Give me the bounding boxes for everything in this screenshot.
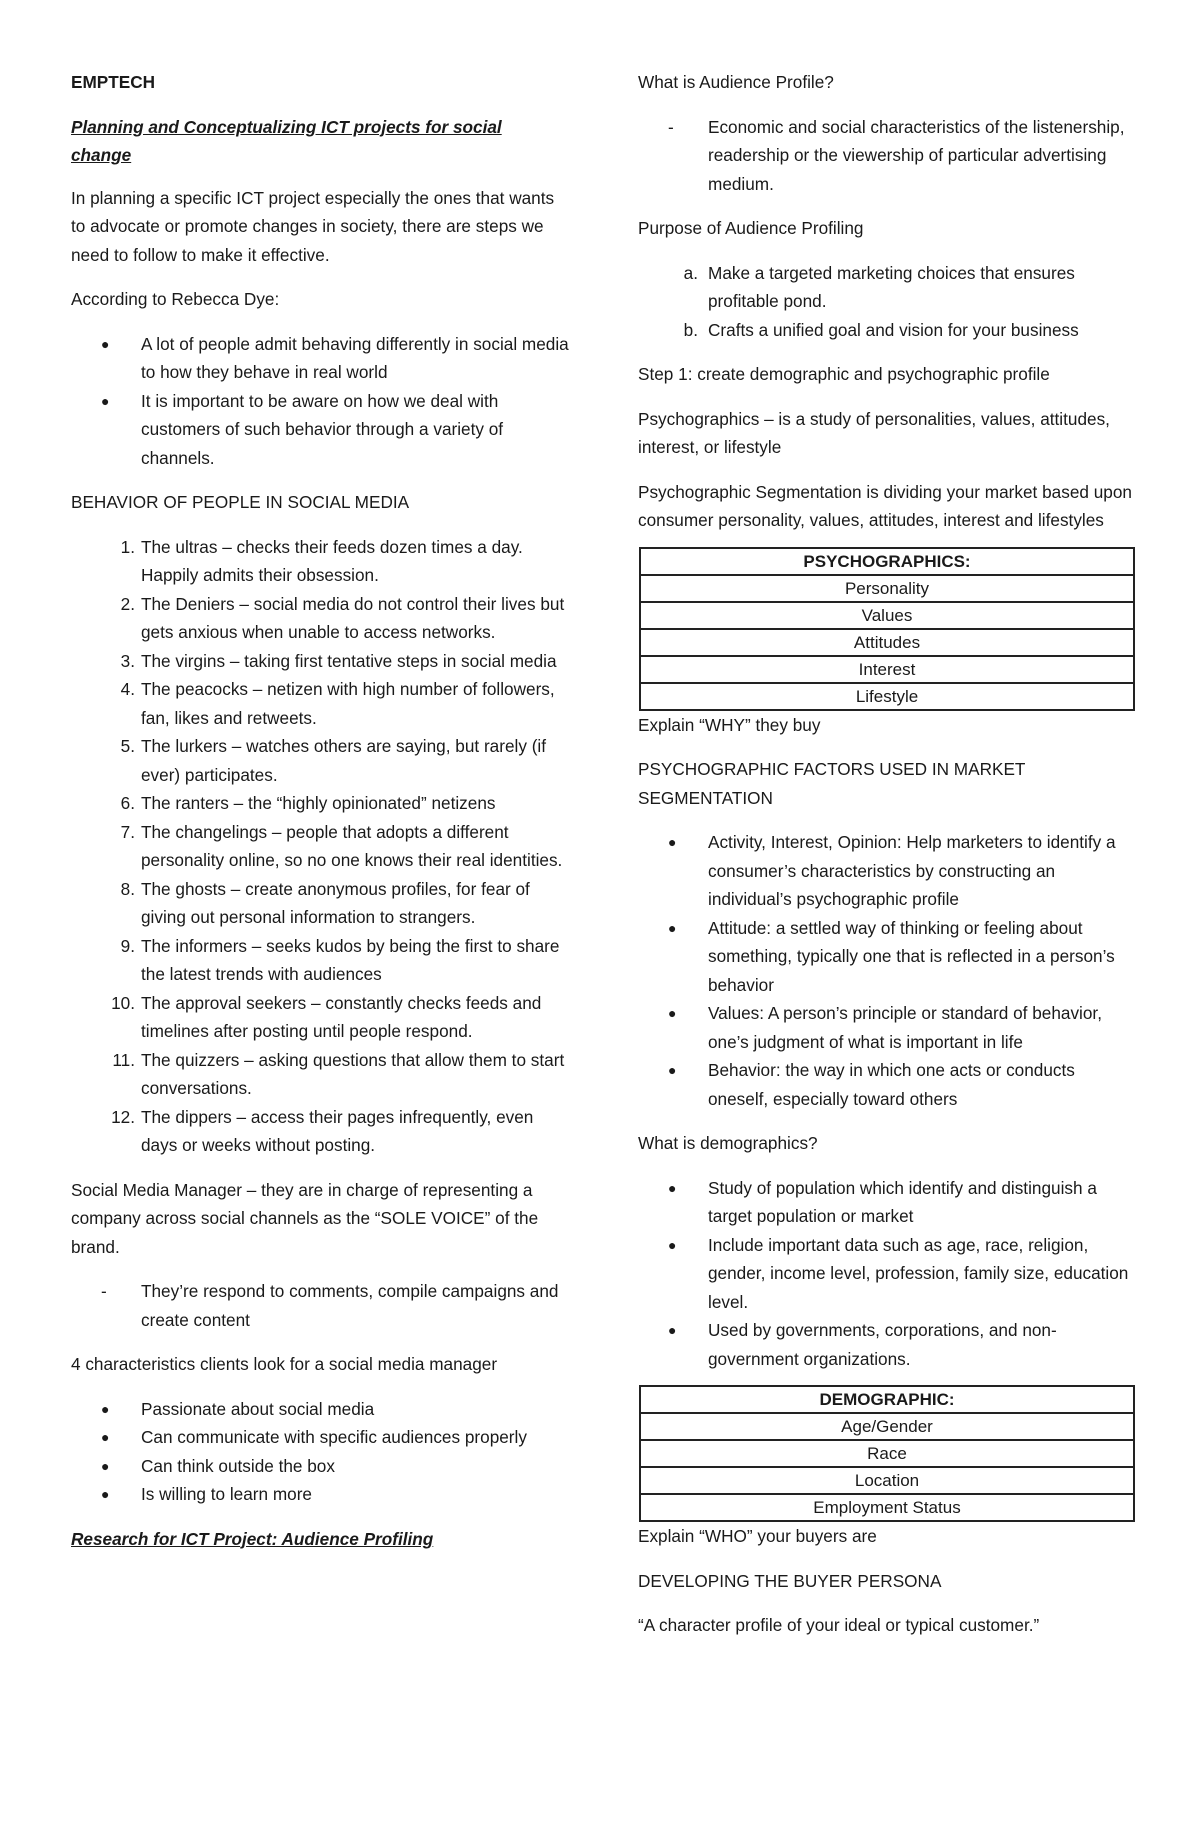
list-item-text: The lurkers – watches others are saying, but rarely (if ever) participates. xyxy=(141,736,547,785)
factors-heading: PSYCHOGRAPHIC FACTORS USED IN MARKET SEGMENTATION xyxy=(638,759,1026,808)
list-item xyxy=(71,1395,571,1424)
list-item xyxy=(71,1277,571,1334)
list-item xyxy=(71,875,571,932)
table-row xyxy=(640,1467,1134,1494)
list-item-text: Include important data such as age, race, religion, gender, income level, profession, family size, education level. xyxy=(708,1234,1129,1312)
four-characteristics-label: 4 characteristics clients look for a social media manager xyxy=(71,1354,498,1374)
list-item-text: Values: A person’s principle or standard of behavior, one’s judgment of what is important in life xyxy=(708,1003,1102,1052)
list-item-text: The dippers – access their pages infrequently, even days or weeks without posting. xyxy=(141,1106,534,1155)
list-item-text: The ranters – the “highly opinionated” netizens xyxy=(141,793,496,813)
list-number: 12. xyxy=(111,1106,135,1127)
purpose-heading: Purpose of Audience Profiling xyxy=(638,218,864,238)
bullet-marker: ● xyxy=(668,1322,677,1338)
section-heading-planning xyxy=(71,113,571,170)
explain-who: Explain “WHO” your buyers are xyxy=(638,1526,877,1546)
table-row xyxy=(640,602,1134,629)
list-number: a. xyxy=(683,262,698,283)
bullet-marker: ● xyxy=(101,335,110,352)
list-item-text: The peacocks – netizen with high number of followers, fan, likes and retweets. xyxy=(141,679,555,728)
table-row xyxy=(640,656,1134,683)
table-row xyxy=(640,1494,1134,1521)
list-item-text: The ultras – checks their feeds dozen times a day. Happily admits their obsession. xyxy=(141,536,523,585)
list-item xyxy=(638,1316,1138,1373)
audience-profile-dash-list xyxy=(638,113,1138,199)
according-to-label: According to Rebecca Dye: xyxy=(71,289,280,309)
table-cell: Age/Gender xyxy=(640,1413,1134,1440)
smm-dash-text: They’re respond to comments, compile campaigns and create content xyxy=(141,1281,559,1330)
list-item-text: Is willing to learn more xyxy=(141,1484,312,1504)
psychographic-segmentation: Psychographic Segmentation is dividing your market based upon consumer personality, values, attitudes, interest and lifestyles xyxy=(638,481,1132,530)
research-heading: Research for ICT Project: Audience Profiling xyxy=(71,1528,434,1549)
list-item xyxy=(71,989,571,1046)
section-heading-planning-line2: change xyxy=(71,145,132,165)
bullet-marker: ● xyxy=(668,1005,677,1021)
list-item xyxy=(71,647,571,676)
list-item xyxy=(71,675,571,732)
table-row xyxy=(640,1440,1134,1467)
table-cell: Attitudes xyxy=(640,629,1134,656)
list-item-text: The approval seekers – constantly checks feeds and timelines after posting until people respond. xyxy=(141,992,542,1041)
list-item-text: Passionate about social media xyxy=(141,1398,375,1419)
list-item-text: The Deniers – social media do not control their lives but gets anxious when unable to access networks. xyxy=(141,593,565,642)
list-number: 11. xyxy=(112,1049,135,1070)
list-item xyxy=(71,533,571,590)
bullet-marker: ● xyxy=(668,919,677,936)
bullet-marker: ● xyxy=(101,1400,110,1417)
step1-text: Step 1: create demographic and psychographic profile xyxy=(638,364,1050,384)
list-item-text: The quizzers – asking questions that allow them to start conversations. xyxy=(141,1049,565,1098)
table-cell: Personality xyxy=(640,575,1134,602)
bullet-marker: ● xyxy=(101,1457,110,1474)
list-item-text: Used by governments, corporations, and non-government organizations. xyxy=(708,1320,1057,1369)
behavior-list xyxy=(71,533,571,1160)
list-item xyxy=(638,259,1138,316)
table-row xyxy=(640,683,1134,710)
table-header-cell: PSYCHOGRAPHICS: xyxy=(640,548,1134,575)
table-row xyxy=(640,575,1134,602)
persona-heading: DEVELOPING THE BUYER PERSONA xyxy=(638,1570,942,1591)
list-item xyxy=(638,113,1138,199)
what-is-demographics: What is demographics? xyxy=(638,1133,818,1153)
list-number: 1. xyxy=(120,536,135,557)
list-number: 5. xyxy=(120,736,135,756)
list-number: b. xyxy=(683,319,698,340)
list-item xyxy=(638,999,1138,1056)
what-is-audience-profile: What is Audience Profile? xyxy=(638,72,834,92)
smm-paragraph: Social Media Manager – they are in charge of representing a company across social channels as the “SOLE VOICE” of the brand. xyxy=(71,1179,539,1257)
audience-profile-definition: Economic and social characteristics of the listenership, readership or the viewership of particular advertising medium. xyxy=(708,116,1125,194)
list-item-text: Attitude: a settled way of thinking or feeling about something, typically one that is reflected in a person’s behavior xyxy=(708,917,1115,995)
list-item-text: Make a targeted marketing choices that ensures profitable pond. xyxy=(708,262,1075,311)
list-item xyxy=(71,818,571,875)
list-item xyxy=(71,590,571,647)
list-number: 9. xyxy=(120,935,135,956)
list-item xyxy=(71,789,571,818)
table-row xyxy=(640,1413,1134,1440)
behavior-heading: BEHAVIOR OF PEOPLE IN SOCIAL MEDIA xyxy=(71,492,410,512)
list-item xyxy=(71,1046,571,1103)
section-heading-planning-line1: Planning and Conceptualizing ICT projects for social xyxy=(71,116,502,137)
bullet-marker: ● xyxy=(668,834,677,850)
list-number: 2. xyxy=(120,593,135,614)
list-item xyxy=(71,932,571,989)
table-header-cell: DEMOGRAPHIC: xyxy=(640,1386,1134,1413)
factors-list xyxy=(638,828,1138,1113)
list-item-text: The informers – seeks kudos by being the first to share the latest trends with audiences xyxy=(141,935,560,984)
table-cell: Employment Status xyxy=(640,1494,1134,1521)
list-item-text: The changelings – people that adopts a different personality online, so no one knows their real identities. xyxy=(141,821,563,870)
list-number: 7. xyxy=(120,821,135,842)
bullet-marker: ● xyxy=(668,1179,677,1196)
bullet-marker: ● xyxy=(668,1236,677,1253)
list-item-text: Activity, Interest, Opinion: Help marketers to identify a consumer’s characteristics by constructing an individual’s psychographic profile xyxy=(708,832,1116,909)
dye-points-list xyxy=(71,330,571,473)
list-item xyxy=(71,1480,571,1509)
left-column xyxy=(71,68,571,1569)
list-item-text: The virgins – taking first tentative steps in social media xyxy=(141,650,557,671)
explain-why: Explain “WHY” they buy xyxy=(638,714,821,735)
list-number: 8. xyxy=(120,878,135,899)
list-item-text: The ghosts – create anonymous profiles, for fear of giving out personal information to strangers. xyxy=(141,878,530,927)
list-item-text: It is important to be aware on how we deal with customers of such behavior through a variety of channels. xyxy=(141,390,504,468)
list-item xyxy=(71,1423,571,1452)
list-item xyxy=(638,316,1138,345)
table-cell: Location xyxy=(640,1467,1134,1494)
list-item-text: Study of population which identify and distinguish a target population or market xyxy=(708,1177,1097,1226)
psychographics-table xyxy=(639,547,1135,711)
right-column xyxy=(638,68,1138,1656)
list-item xyxy=(71,387,571,473)
bullet-marker: ● xyxy=(668,1062,677,1078)
intro-paragraph: In planning a specific ICT project especially the ones that wants to advocate or promote changes in society, there are steps we need to follow to make it effective. xyxy=(71,187,555,265)
doc-title: EMPTECH xyxy=(71,72,156,92)
characteristics-list xyxy=(71,1395,571,1509)
dash-marker: - xyxy=(101,1281,107,1301)
bullet-marker: ● xyxy=(101,1486,110,1502)
bullet-marker: ● xyxy=(101,1429,110,1445)
list-number: 3. xyxy=(120,650,135,671)
list-item-text: Can think outside the box xyxy=(141,1455,335,1476)
list-item xyxy=(71,330,571,387)
table-cell: Interest xyxy=(640,656,1134,683)
list-item xyxy=(638,914,1138,1000)
list-item xyxy=(638,828,1138,914)
demographic-table xyxy=(639,1385,1135,1522)
table-cell: Values xyxy=(640,602,1134,629)
list-item xyxy=(71,732,571,789)
list-number: 4. xyxy=(120,679,135,699)
list-number: 10. xyxy=(111,992,135,1013)
table-row xyxy=(640,629,1134,656)
list-item xyxy=(71,1452,571,1481)
list-item-text: Crafts a unified goal and vision for your business xyxy=(708,319,1079,340)
purpose-list xyxy=(638,259,1138,345)
list-number: 6. xyxy=(120,793,135,813)
smm-dash-list xyxy=(71,1277,571,1334)
list-item xyxy=(638,1174,1138,1231)
table-cell: Lifestyle xyxy=(640,683,1134,710)
list-item xyxy=(638,1056,1138,1113)
list-item xyxy=(71,1103,571,1160)
persona-quote: “A character profile of your ideal or typical customer.” xyxy=(638,1615,1040,1635)
table-header-row xyxy=(640,1386,1134,1413)
bullet-marker: ● xyxy=(101,392,110,409)
demographics-points-list xyxy=(638,1174,1138,1374)
table-cell: Race xyxy=(640,1440,1134,1467)
list-item xyxy=(638,1231,1138,1317)
list-item-text: A lot of people admit behaving differently in social media to how they behave in real world xyxy=(141,333,569,382)
list-item-text: Can communicate with specific audiences properly xyxy=(141,1427,527,1447)
dash-marker: - xyxy=(668,116,674,137)
list-item-text: Behavior: the way in which one acts or conducts oneself, especially toward others xyxy=(708,1060,1075,1109)
table-header-row xyxy=(640,548,1134,575)
psychographics-definition: Psychographics – is a study of personalities, values, attitudes, interest, or lifestyle xyxy=(638,408,1110,457)
